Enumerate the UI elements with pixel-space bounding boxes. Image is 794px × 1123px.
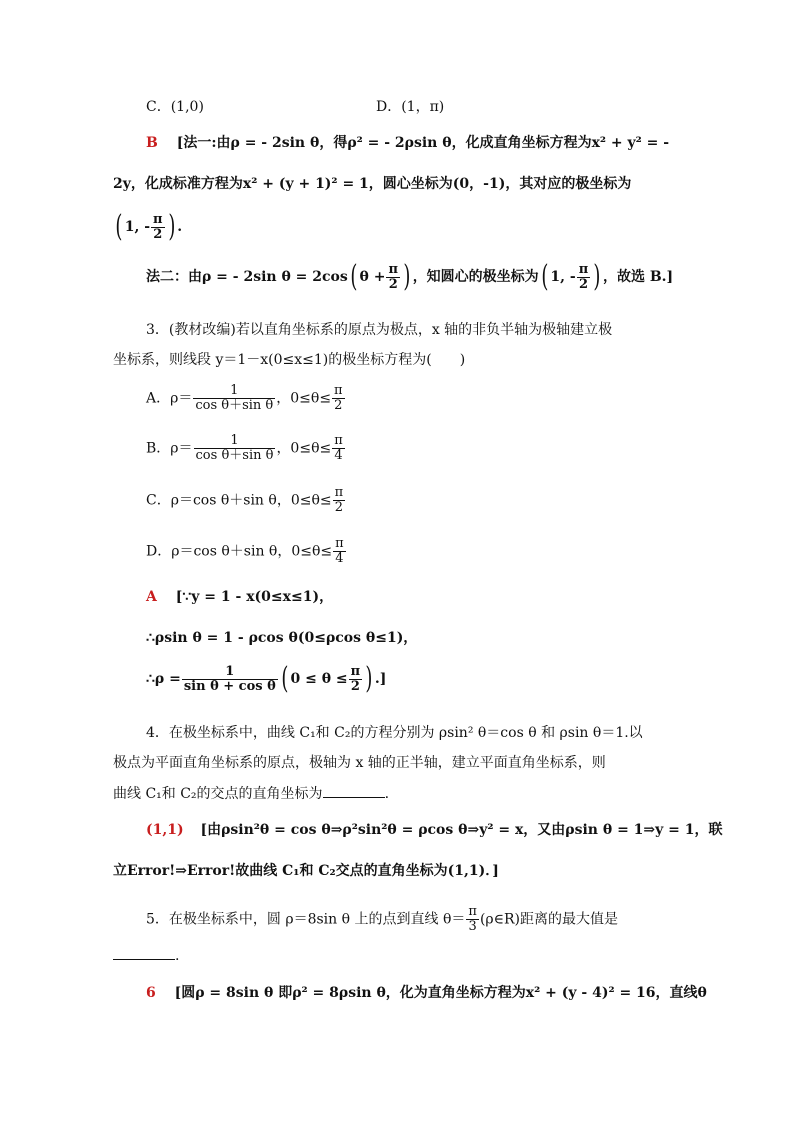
q2-solution-line2: 2y，化成标准方程为x² + (y + 1)² = 1，圆心坐标为(0，-1)，其对应的极坐标为 — [113, 176, 632, 192]
q4-stem-line1: 4．在极坐标系中，曲线 C₁和 C₂的方程分别为 ρsin² θ＝cos θ 和 ρsin θ＝1.以 — [146, 725, 643, 741]
q5-stem-line1 — [146, 905, 618, 934]
period: . — [384, 786, 390, 802]
pi-over-2: $\frac{\pi}{2}$ — [153, 211, 163, 242]
method2-mid: ，知圆心的极坐标为 — [412, 269, 539, 285]
answer-blank — [323, 785, 385, 798]
pi-over-2: $\frac{\pi}{2}$ — [578, 261, 589, 292]
fraction: $\frac{1}{\text{cos θ＋sin θ}}$ — [195, 433, 274, 463]
q2-solution-method2 — [146, 259, 674, 294]
neg-sign: - — [144, 219, 151, 235]
q2-solution-line1 — [146, 135, 669, 152]
q3-option-a — [146, 384, 346, 413]
period: . — [177, 219, 183, 235]
period: . — [175, 948, 180, 964]
q3-solution-text1: [∵y = 1 - x(0≤x≤1)， — [175, 589, 334, 605]
pi-over-2: $\frac{\pi}{2}$ — [334, 383, 343, 413]
q2-solution-text1: [法一:由ρ = - 2sin θ，得ρ² = - 2ρsin θ，化成直角坐标方程为x² + y² = - — [176, 135, 670, 151]
pi-over-2: $\frac{\pi}{2}$ — [388, 261, 398, 292]
left-paren: ( — [115, 209, 123, 244]
q3-option-b — [146, 434, 346, 463]
q5-stem-line2 — [113, 947, 179, 965]
left-paren: ( — [541, 259, 549, 294]
q4-stem-line3 — [113, 785, 389, 803]
range: ，0≤θ≤ — [276, 390, 332, 407]
right-paren: ) — [593, 259, 601, 294]
q3-solution-line1 — [146, 589, 333, 606]
right-paren: ) — [365, 661, 373, 696]
q5-stem-suffix: (ρ∈R)距离的最大值是 — [479, 911, 618, 928]
neg-sign: - — [569, 269, 576, 285]
q4-solution-text1: [由ρsin²θ = cos θ⇒ρ²sin²θ = ρcos θ⇒y² = x，又由ρsin θ = 1⇒y = 1，联 — [200, 822, 723, 838]
q2-solution-line3 — [113, 209, 183, 244]
coord-r: 1, — [124, 219, 140, 235]
range: ，0≤θ≤ — [276, 440, 332, 457]
pi-over-2: $\frac{\pi}{2}$ — [350, 663, 361, 694]
option-d-label: D．ρ＝cos θ＋sin θ，0≤θ≤ — [146, 543, 333, 560]
fraction: $\frac{1}{\text{cos θ＋sin θ}}$ — [195, 383, 274, 413]
pi-over-4: $\frac{\pi}{4}$ — [335, 536, 344, 566]
q3-option-c — [146, 486, 346, 515]
q5-stem-prefix: 5．在极坐标系中，圆 ρ＝8sin θ 上的点到直线 θ＝ — [146, 911, 466, 928]
close: .] — [374, 671, 387, 687]
q5-solution-line1 — [146, 985, 707, 1002]
option-a-label: A．ρ＝ — [146, 390, 193, 407]
fraction: $\frac{1}{\text{sin θ + cos θ}}$ — [183, 663, 276, 694]
q4-stem-line2: 极点为平面直角坐标系的原点，极轴为 x 轴的正半轴，建立平面直角坐标系，则 — [113, 755, 606, 771]
range: 0 ≤ θ ≤ — [290, 671, 348, 687]
answer-label: A — [146, 589, 157, 605]
q3-solution-line3 — [146, 661, 387, 696]
method2-end: ，故选 B.] — [602, 269, 674, 285]
option-d: D．(1，π) — [376, 99, 445, 115]
option-b-label: B．ρ＝ — [146, 440, 193, 457]
answer-label: (1,1) — [146, 822, 184, 838]
q3-stem-line2: 坐标系，则线段 y＝1－x(0≤x≤1)的极坐标方程为( ) — [113, 352, 466, 368]
q5-solution-text1: [圆ρ = 8sin θ 即ρ² = 8ρsin θ，化为直角坐标方程为x² + (y - 4)² = 16，直线θ — [174, 985, 707, 1001]
left-paren: ( — [350, 259, 358, 294]
q3-stem-line1: 3．(教材改编)若以直角坐标系的原点为极点，x 轴的非负半轴为极轴建立极 — [146, 322, 613, 338]
q4-solution-line1 — [146, 822, 723, 839]
q3-solution-line2: ∴ρsin θ = 1 - ρcos θ(0≤ρcos θ≤1)， — [146, 630, 418, 646]
pi-over-2: $\frac{\pi}{2}$ — [334, 485, 344, 515]
answer-label: B — [146, 135, 158, 151]
q4-solution-line2: 立Error!⇒Error!故曲线 C₁和 C₂交点的直角坐标为(1,1)．] — [113, 863, 499, 879]
right-paren: ) — [167, 209, 175, 244]
right-paren: ) — [403, 259, 411, 294]
q3-option-d — [146, 537, 347, 566]
left-paren: ( — [281, 661, 289, 696]
option-c: C．(1,0) — [146, 99, 204, 115]
q4-stem-text3: 曲线 C₁和 C₂的交点的直角坐标为 — [113, 786, 323, 802]
answer-label: 6 — [146, 985, 156, 1001]
pi-over-4: $\frac{\pi}{4}$ — [334, 433, 343, 463]
theta-plus: θ + — [359, 269, 386, 285]
coord-r: 1, — [550, 269, 566, 285]
method2-prefix: 法二：由ρ = - 2sin θ = 2cos — [146, 269, 348, 285]
rho-equals: ∴ρ = — [146, 671, 181, 687]
answer-blank — [113, 947, 175, 960]
option-c-label: C．ρ＝cos θ＋sin θ，0≤θ≤ — [146, 492, 332, 509]
pi-over-3: $\frac{\pi}{3}$ — [468, 904, 477, 934]
